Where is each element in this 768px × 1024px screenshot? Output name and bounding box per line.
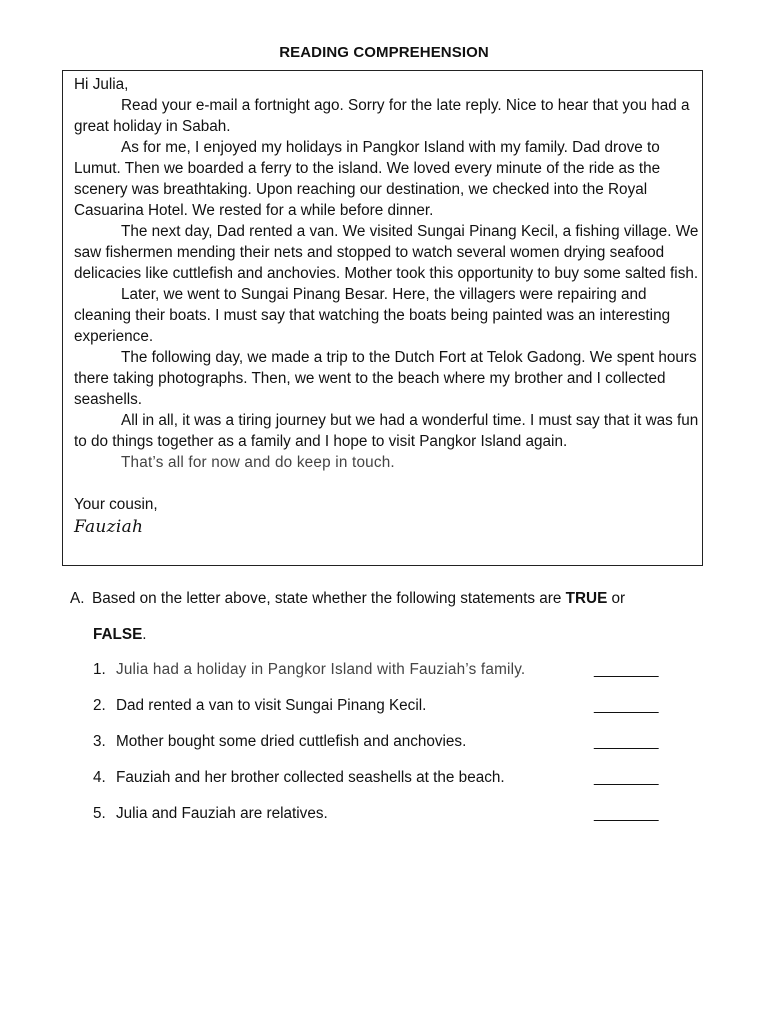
answer-blank[interactable]: ________ bbox=[594, 661, 659, 678]
question-number: 4. bbox=[93, 769, 106, 786]
letter-paragraph: All in all, it was a tiring journey but we had a wonderful time. I must say that it was fun to do things together as a family and I hope to visit Pangkor Island again. bbox=[74, 412, 699, 450]
letter-greeting: Hi Julia, bbox=[74, 76, 129, 93]
question-text: Mother bought some dried cuttlefish and anchovies. bbox=[116, 733, 467, 750]
question-number: 2. bbox=[93, 697, 106, 714]
letter-paragraph: That’s all for now and do keep in touch. bbox=[121, 454, 395, 471]
letter-closing: Your cousin, bbox=[74, 496, 158, 513]
instruction-false: FALSE bbox=[93, 626, 143, 643]
letter-paragraph: Later, we went to Sungai Pinang Besar. Here, the villagers were repairing and cleaning their boats. I must say that watching the boats being painted was an interesting experience. bbox=[74, 286, 671, 345]
instruction-or: or bbox=[607, 590, 626, 607]
section-a-instruction bbox=[70, 590, 710, 608]
instruction-text: Based on the letter above, state whether the following statements are bbox=[92, 590, 566, 607]
question-row bbox=[93, 733, 663, 753]
letter-body bbox=[74, 74, 699, 539]
answer-blank[interactable]: ________ bbox=[594, 733, 659, 750]
question-row bbox=[93, 805, 663, 825]
question-number: 3. bbox=[93, 733, 106, 750]
letter-signature: Fauziah bbox=[74, 517, 144, 537]
letter-paragraph: The next day, Dad rented a van. We visited Sungai Pinang Kecil, a fishing village. We saw fishermen mending their nets and stopped to watch several women drying seafood delicacies like cuttlefish and anchovies. Mother took this opportunity to buy some salted fish. bbox=[74, 223, 699, 282]
section-label: A. bbox=[70, 590, 85, 607]
instruction-true: TRUE bbox=[565, 590, 608, 607]
instruction-end: . bbox=[142, 626, 147, 643]
question-row bbox=[93, 661, 663, 681]
question-row bbox=[93, 769, 663, 789]
question-number: 1. bbox=[93, 661, 106, 678]
letter-spacer bbox=[74, 473, 699, 494]
question-text: Dad rented a van to visit Sungai Pinang Kecil. bbox=[116, 697, 427, 714]
question-text: Julia and Fauziah are relatives. bbox=[116, 805, 328, 822]
letter-paragraph: The following day, we made a trip to the Dutch Fort at Telok Gadong. We spent hours there taking photographs. Then, we went to the beach where my brother and I collected seashells. bbox=[74, 349, 697, 408]
answer-blank[interactable]: ________ bbox=[594, 697, 659, 714]
question-row bbox=[93, 697, 663, 717]
question-number: 5. bbox=[93, 805, 106, 822]
answer-blank[interactable]: ________ bbox=[594, 805, 659, 822]
instruction-false-line bbox=[93, 626, 147, 644]
letter-paragraph: Read your e-mail a fortnight ago. Sorry for the late reply. Nice to hear that you had a great holiday in Sabah. bbox=[74, 97, 690, 135]
letter-paragraph: As for me, I enjoyed my holidays in Pangkor Island with my family. Dad drove to Lumut. Then we boarded a ferry to the island. We loved every minute of the ride as the scenery was breathtaking. Upon reaching our destination, we checked into the Royal Casuarina Hotel. We rested for a while before dinner. bbox=[74, 139, 661, 219]
question-text: Fauziah and her brother collected seashells at the beach. bbox=[116, 769, 505, 786]
answer-blank[interactable]: ________ bbox=[594, 769, 659, 786]
question-text: Julia had a holiday in Pangkor Island with Fauziah’s family. bbox=[116, 661, 526, 678]
page-title: READING COMPREHENSION bbox=[279, 44, 489, 61]
